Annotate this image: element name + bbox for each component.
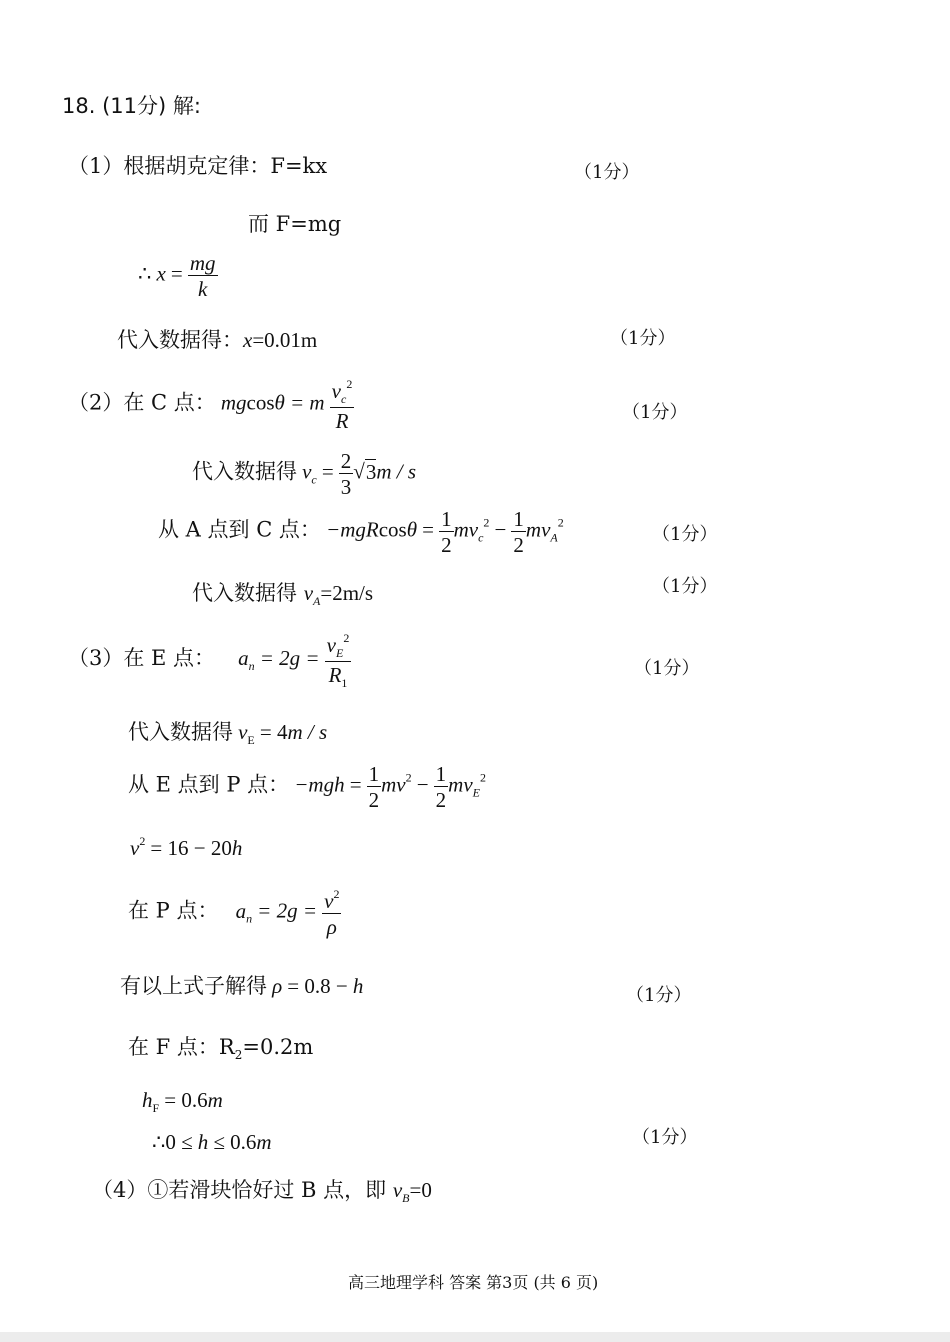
ve2-over-r1	[325, 632, 352, 689]
mg-over-k	[188, 252, 218, 300]
v2-equation	[130, 834, 242, 861]
va-value: =2m/s	[320, 581, 374, 605]
x-value: =0.01m	[252, 328, 318, 352]
energy-eq: =	[422, 517, 434, 542]
vb-sub: B	[402, 1191, 410, 1205]
sqrt-radicand: 3	[365, 459, 377, 484]
part3-e-point-eq	[68, 632, 351, 689]
sup-2: 2	[483, 515, 490, 530]
va-var: v	[303, 581, 314, 605]
part4-text: （4）①若滑块恰好过 B 点，即	[92, 1178, 387, 1202]
vb-value: =0	[409, 1178, 432, 1202]
sup-2: 2	[480, 770, 487, 785]
energy-cos: cos	[378, 517, 407, 542]
x-var-2: x	[243, 328, 253, 352]
ve-var: v	[238, 720, 248, 744]
p-label: 在 P 点：	[128, 898, 219, 923]
vc-result	[192, 450, 416, 498]
substitute-text: 代入数据得	[192, 581, 297, 605]
half-2	[511, 508, 526, 556]
part1-line1	[68, 156, 327, 177]
sup-2: 2	[405, 770, 412, 785]
frac-numerator: mg	[189, 251, 216, 275]
sub-e: E	[336, 646, 344, 660]
frac-denominator: ρ	[326, 915, 337, 940]
ep-lhs: −mgh	[294, 772, 345, 797]
v2-over-rho	[322, 888, 341, 938]
equals: =	[170, 261, 183, 286]
x-var: x	[156, 261, 166, 286]
mv-a: mv	[525, 517, 551, 542]
energy-lhs: −mgR	[326, 517, 379, 542]
part2-c-point-eq	[68, 378, 354, 432]
sub-e: E	[472, 785, 481, 800]
ve-unit: m / s	[287, 720, 328, 744]
a-to-c-label: 从 A 点到 C 点：	[158, 517, 321, 542]
substitute-text: 代入数据得	[192, 459, 297, 484]
half-1	[439, 508, 454, 556]
ve-result	[128, 720, 327, 748]
therefore-symbol: ∴	[138, 261, 152, 286]
score-1-1: （1分）	[574, 162, 640, 183]
frac-denominator: 3	[340, 475, 352, 500]
frac-denominator: 2	[513, 533, 524, 558]
vb-var: v	[392, 1178, 403, 1202]
vc2-over-r	[330, 378, 355, 432]
mg-term: mg	[220, 390, 247, 415]
score-3-3: （1分）	[632, 1127, 698, 1148]
substitute-text: 代入数据得	[128, 720, 233, 744]
an-eq: = 2g =	[259, 646, 320, 671]
h-range	[152, 1130, 272, 1155]
frac-numerator	[330, 378, 355, 408]
sup-2: 2	[346, 377, 353, 391]
energy-theta: θ	[406, 517, 418, 542]
va-result	[192, 583, 373, 607]
part4-line	[92, 1180, 432, 1204]
part3-label: （3）在 E 点：	[68, 646, 216, 671]
and-f-mg: 而 F=mg	[248, 212, 342, 236]
e-to-p-label: 从 E 点到 P 点：	[128, 772, 290, 797]
sqrt-symbol: √	[353, 459, 365, 484]
range-start: 0 ≤	[165, 1130, 193, 1154]
score-2-2: （1分）	[652, 524, 718, 545]
p-point-eq	[128, 888, 341, 938]
v-var: v	[331, 379, 341, 403]
ve-sub: E	[247, 733, 255, 747]
v2-rest: = 16 − 20	[150, 836, 232, 860]
sub-c: c	[340, 392, 347, 406]
hooke-law-text: 根据胡克定律：F=kx	[123, 154, 328, 178]
a-to-c-energy	[158, 508, 564, 556]
rho-value: = 0.8 −	[287, 974, 348, 998]
page-footer: 高三地理学科 答案 第3页 (共 6 页)	[348, 1273, 599, 1292]
sup-2: 2	[343, 631, 350, 645]
sub-c: c	[478, 530, 484, 545]
frac-denominator	[325, 662, 352, 690]
frac-denominator: 2	[368, 788, 380, 813]
an-var: a	[238, 646, 249, 671]
x-result	[117, 330, 317, 351]
therefore-symbol: ∴	[152, 1130, 166, 1154]
hf-sub: F	[152, 1101, 160, 1115]
part1-label: （1）	[68, 154, 124, 178]
v-var: v	[324, 889, 334, 913]
frac-denominator: R	[335, 408, 349, 433]
frac-denominator: 2	[435, 788, 447, 813]
an-sub: n	[246, 911, 253, 926]
frac-numerator: 2	[340, 449, 352, 473]
f-label: 在 F 点：R	[128, 1035, 235, 1059]
rho-result	[120, 974, 363, 999]
ve-value: = 4	[259, 720, 288, 744]
r-var: R	[328, 662, 342, 687]
frac-numerator: 1	[435, 762, 447, 786]
score-2-3: （1分）	[652, 576, 718, 597]
va-sub: A	[313, 594, 321, 608]
two-thirds	[339, 450, 354, 498]
minus: −	[494, 517, 507, 542]
half-1	[367, 763, 382, 811]
mv-e: mv	[448, 772, 473, 797]
f-point	[128, 1037, 313, 1061]
cos-term: cos	[246, 390, 275, 415]
score-1-2: （1分）	[610, 328, 676, 349]
score-2-1: （1分）	[622, 402, 688, 423]
frac-numerator: 1	[441, 507, 452, 531]
part2-label: （2）在 C 点：	[68, 390, 216, 415]
range-end: ≤ 0.6	[213, 1130, 257, 1154]
frac-numerator	[325, 632, 352, 662]
frac-numerator: 1	[368, 762, 380, 786]
mv-c: mv	[453, 517, 479, 542]
eq-m: = m	[289, 390, 325, 415]
equals: =	[321, 459, 334, 484]
x-formula	[138, 252, 218, 300]
score-3-1: （1分）	[634, 658, 700, 679]
hf-unit: m	[207, 1088, 223, 1112]
half-2	[434, 763, 449, 811]
vc-sub: c	[311, 472, 317, 487]
minus: −	[416, 772, 429, 797]
theta: θ	[274, 390, 285, 415]
frac-numerator: 1	[513, 507, 524, 531]
h-var: h	[352, 974, 364, 998]
h-var: h	[142, 1088, 153, 1112]
an-var: a	[235, 898, 247, 923]
ep-eq: =	[349, 772, 362, 797]
vc-unit: m / s	[376, 459, 416, 484]
f-value: =0.2m	[242, 1035, 314, 1059]
sub-a: A	[550, 530, 558, 545]
sup-2: 2	[333, 887, 340, 901]
substitute-text: 代入数据得：	[117, 328, 243, 352]
v-var: v	[130, 836, 140, 860]
range-unit: m	[256, 1130, 272, 1154]
frac-denominator: 2	[441, 533, 452, 558]
an-sub: n	[248, 659, 255, 674]
solve-text: 有以上式子解得	[120, 974, 267, 998]
hf-value	[142, 1088, 223, 1116]
sup-2: 2	[557, 515, 564, 530]
hf-number: = 0.6	[164, 1088, 208, 1112]
rho-var: ρ	[272, 974, 283, 998]
h-var: h	[231, 836, 243, 860]
frac-numerator	[322, 888, 341, 914]
v-var: v	[326, 633, 336, 657]
sup-2: 2	[139, 834, 146, 848]
vc-var: v	[302, 459, 312, 484]
sub-1: 1	[341, 675, 348, 690]
question-title: 18. (11分) 解:	[62, 94, 201, 118]
e-to-p-energy	[128, 763, 486, 811]
mv: mv	[381, 772, 406, 797]
frac-denominator: k	[198, 277, 208, 302]
bottom-shadow	[0, 1332, 950, 1342]
f-sub: 2	[234, 1048, 243, 1062]
h-var: h	[197, 1130, 209, 1154]
score-3-2: （1分）	[626, 985, 692, 1006]
p-eq: = 2g =	[257, 898, 318, 923]
